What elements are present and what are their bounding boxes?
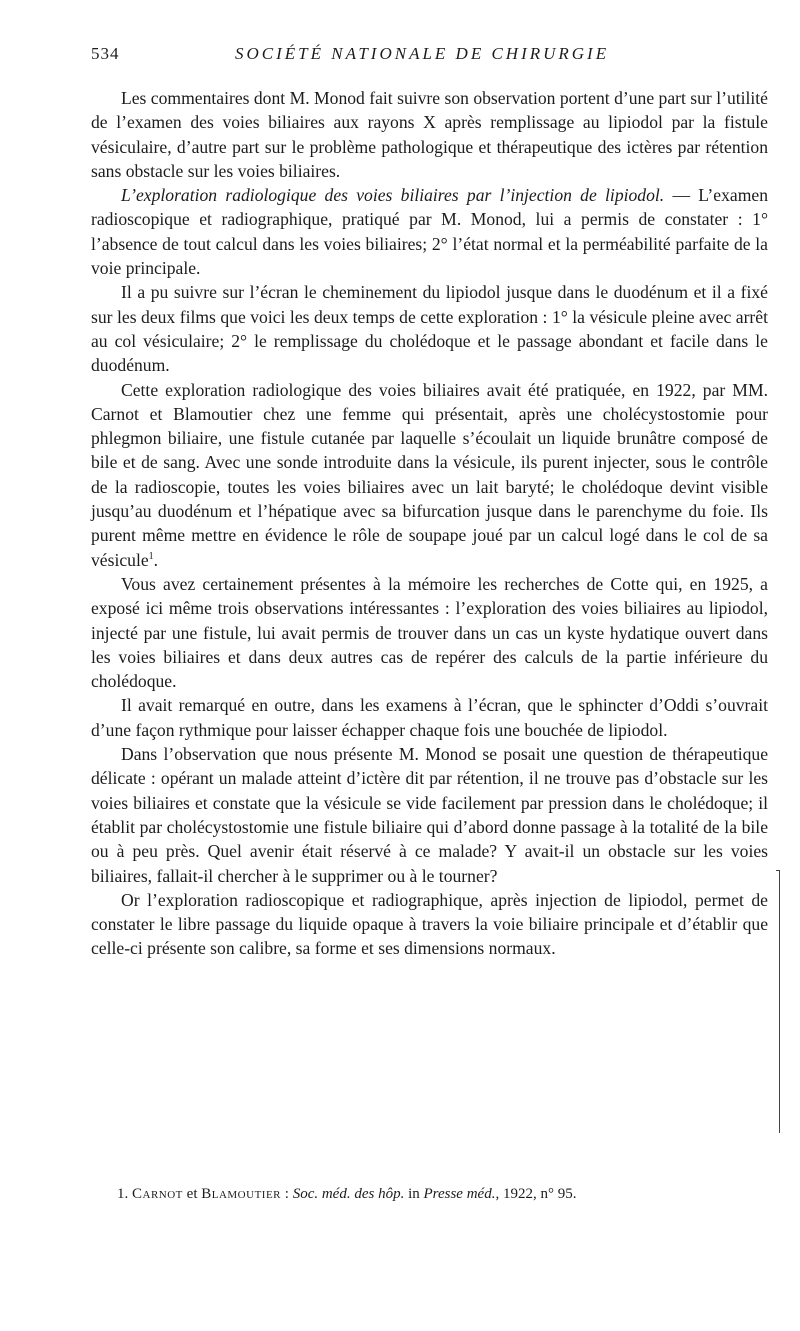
footnote [117, 1184, 767, 1204]
footnote-author: Carnot [132, 1186, 183, 1202]
paragraph-text: Il avait remarqué en outre, dans les examens à l’écran, que le sphincter d’Oddi s’ouvrait d’une façon rythmique pour laisser échapper chaque fois une bouchée de lipiodol. [91, 695, 768, 740]
paragraph-text: . [153, 549, 159, 570]
paragraph-text: Vous avez certainement présentes à la mémoire les recherches de Cotte qui, en 1925, a exposé ici même trois observations intéressantes : l’exploration des voies biliaires au lipiodol, injecté par une fistule, lui avait permis de trouver dans un cas un kyste hydatique ouvert dans les voies biliaires et dans deux autres cas de repérer des calculs de la partie inférieure du cholédoque. [91, 573, 768, 692]
paragraph-text: Cette exploration radiologique des voies biliaires avait été pratiquée, en 1922, par MM. Carnot et Blamoutier chez une femme qui présentait, après une cholécystostomie pour phlegmon biliaire, une fistule cutanée par laquelle s’écoulait un liquide brunâtre composé de bile et de sang. Avec une sonde introduite dans la vésicule, ils purent injecter, sous le contrôle de la radioscopie, toutes les voies biliaires avec un lait baryté; le cholédoque devint visible jusqu’au duodénum et l’hépatique avec sa bifurcation jusque dans le parenchyme du foie. Ils purent même mettre en évidence le rôle de soupape joué par un calcul logé dans le col de sa vésicule [91, 379, 768, 570]
page-number: 534 [91, 44, 120, 63]
paragraph-text: Dans l’observation que nous présente M. Monod se posait une question de thérapeutique délicate : opérant un malade atteint d’ictère dit par rétention, il ne trouve pas d’obstacle sur les voies biliaires et constate que la vésicule se vide facilement par pression dans le cholédoque; il établit par cholécystostomie une fistule biliaire qui d’abord donne passage à la totalité de la bile ou à peu près. Quel avenir était réservé à ce malade? Y avait-il un obstacle sur les voies biliaires, fallait-il chercher à le supprimer ou à le tourner? [91, 744, 768, 886]
paragraph-text: — L’examen radioscopique et radiographique, pratiqué par M. Monod, lui a permis de constater : 1° l’absence de tout calcul dans les voies biliaires; 2° l’état normal et la perméabilité parfaite de la voie principale. [91, 185, 768, 279]
paragraph [91, 86, 768, 183]
footnote-journal: Presse méd. [423, 1186, 496, 1202]
margin-bracket [776, 870, 780, 1133]
footnote-source: Soc. méd. des hôp. [292, 1186, 405, 1202]
footnote-in: in [408, 1186, 420, 1202]
paragraph-text: Il a pu suivre sur l’écran le cheminement du lipiodol jusque dans le duodénum et il a fixé sur les deux films que voici les deux temps de cette exploration : 1° la vésicule pleine avec arrêt au col vésiculaire; 2° le remplissage du cholédoque et le passage abondant et facile dans le duodénum. [91, 282, 768, 376]
paragraph [91, 183, 768, 280]
body-text [91, 86, 768, 961]
footnote-conjunction: et [186, 1186, 198, 1202]
page-header [91, 44, 766, 70]
footnote-author: Blamoutier [201, 1186, 282, 1202]
paragraph-text: Or l’exploration radioscopique et radiographique, après injection de lipiodol, permet de constater le libre passage du liquide opaque à travers la voie biliaire principale et d’établir que celle-ci présente son calibre, sa forme et ses dimensions normaux. [91, 889, 768, 959]
footnote-ref: 1 [148, 550, 154, 562]
paragraph [91, 888, 768, 961]
footnote-number: 1. [117, 1186, 129, 1202]
footnote-colon: : [284, 1186, 289, 1202]
paragraph [91, 378, 768, 572]
paragraph-text: Les commentaires dont M. Monod fait suivre son observation portent d’une part sur l’utilité de l’examen des voies biliaires aux rayons X après remplissage au lipiodol par la fistule vésiculaire, d’autre part sur le problème pathologique et thérapeutique des ictères par rétention sans obstacle sur les voies biliaires. [91, 88, 768, 181]
paragraph [91, 693, 768, 742]
paragraph [91, 280, 768, 377]
paragraph [91, 572, 768, 693]
section-title: L’exploration radiologique des voies biliaires par l’injection de lipiodol. [121, 185, 665, 206]
running-head: SOCIÉTÉ NATIONALE DE CHIRURGIE [235, 44, 610, 63]
footnote-rest: , 1922, n° 95. [495, 1186, 577, 1202]
paragraph [91, 742, 768, 888]
